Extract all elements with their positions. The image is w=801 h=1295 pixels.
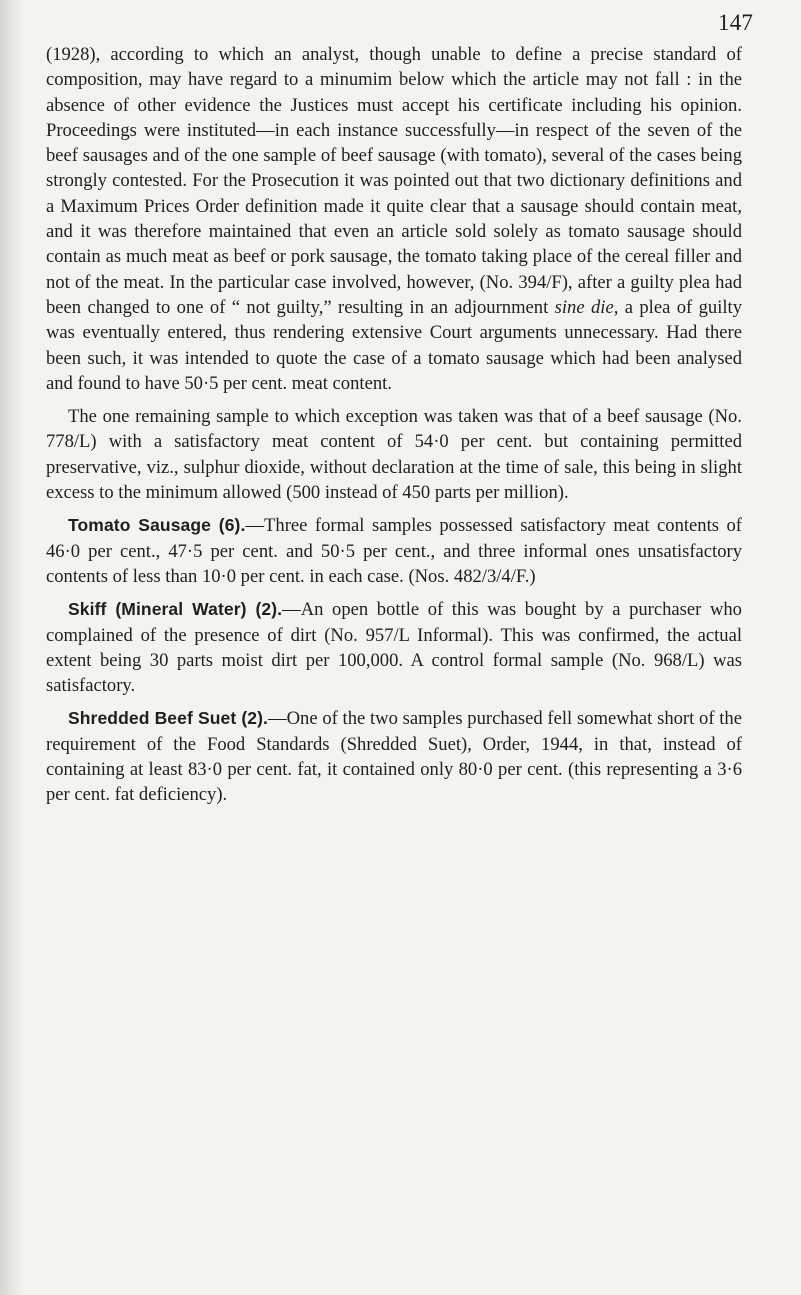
paragraph-shredded-beef-suet [46,706,742,807]
paragraph-text: —Three formal samples possessed satisfactory meat contents of 46·0 per cent., 47·5 per cent. and 50·5 per cent., and three informal ones unsatisfactory contents of less than 10·0 per cent. in each case. (Nos. 482/3/4/F.) [46,515,742,587]
paragraph-continuation [46,42,742,396]
paragraph-text: (1928), according to which an analyst, though unable to define a precise standard of composition, may have regard to a minumim below which the article may not fall : in the absence of other evidence the Justices must accept his certificate including his opinion. Proceedings were instituted—in each instance successfully—in respect of the seven of the beef sausages and of the one sample of beef sausage (with tomato), several of the cases being strongly contested. For the Prosecution it was pointed out that two dictionary definitions and a Maximum Prices Order definition made it quite clear that a sausage should contain meat, and it was therefore maintained that even an article sold solely as tomato sausage should contain as much meat as beef or pork sausage, the tomato taking place of the cereal filler and not of the meat. In the particular case involved, however, (No. 394/F), after a guilty plea had been changed to one of “ not guilty,” resulting in an adjournment [46,44,742,318]
document-body [46,42,742,816]
paragraph-text: —One of the two samples purchased fell somewhat short of the requirement of the Food Standards (Shredded Suet), Order, 1944, in that, instead of containing at least 83·0 per cent. fat, it contained only 80·0 per cent. (this representing a 3·6 per cent. fat deficiency). [46,708,742,806]
paragraph-tomato-sausage [46,513,742,589]
paragraph-text: —An open bottle of this was bought by a purchaser who complained of the presence of dirt (No. 957/L Informal). This was confirmed, the actual extent being 30 parts moist dirt per 100,000. A control formal sample (No. 968/L) was satisfactory. [46,599,742,697]
section-heading-skiff: Skiff (Mineral Water) (2). [68,599,283,620]
page-number: 147 [718,10,754,35]
paragraph-skiff [46,597,742,698]
paragraph-text: The one remaining sample to which exception was taken was that of a beef sausage (No. 778/L) with a satisfactory meat content of 54·0 per cent. but containing permitted preservative, viz., sulphur dioxide, without declaration at the time of sale, this being in slight excess to the minimum allowed (500 instead of 450 parts per million). [46,406,742,504]
paragraph-text-after: a plea of guilty was eventually entered, thus rendering extensive Court arguments unnecessary. Had there been such, it was intended to quote the case of a tomato sausage which had been analysed and found to have 50·5 per cent. meat content. [46,296,742,394]
section-heading-shredded-beef-suet: Shredded Beef Suet (2). [68,708,268,729]
latin-phrase: sine die, [554,296,619,318]
page-edge-shadow [0,0,24,1295]
section-heading-tomato-sausage: Tomato Sausage (6). [68,515,246,536]
paragraph-remaining-sample [46,404,742,505]
